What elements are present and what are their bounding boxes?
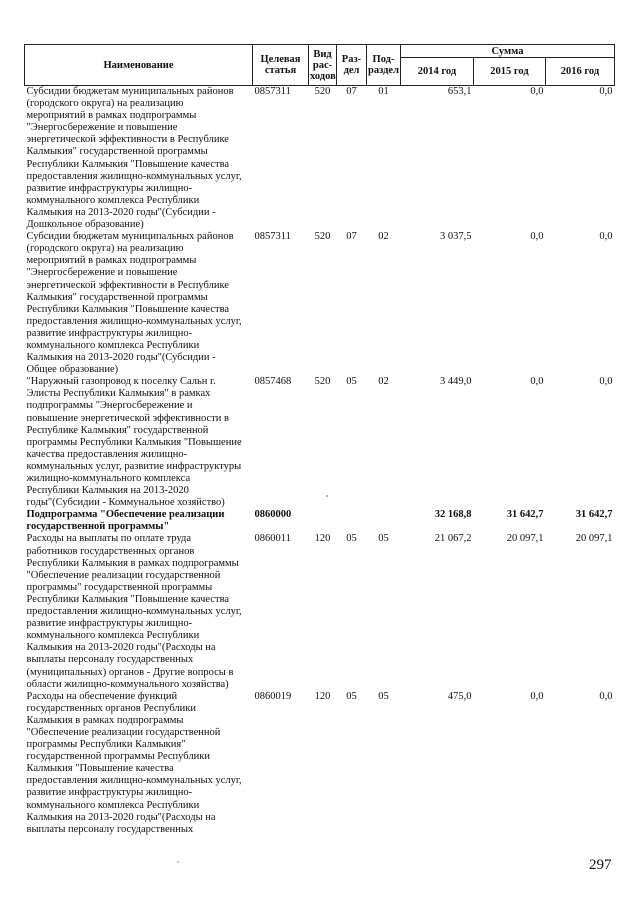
- row-name: "Наружный газопровод к поселку Сальн г. Элисты Республики Калмыкия" в рамках подпрограммы "Энергосбережение и повышение энергетической эффективности в Республике Калмыкия" государственной программы Республики Калмыкия "Повышение качества предоставления жилищно- коммунальных услуг, развитие инфраструктуры жилищно-коммунального комплекса Республики Калмыкия на 2013-2020 годы"(Субсидии - Коммунальное хозяйство): [26, 376, 242, 509]
- row-expense-type: 120: [314, 690, 331, 702]
- row-target-article: 0857311: [254, 231, 291, 243]
- header-target-article: Целевая статья: [253, 45, 309, 86]
- row-target-article: 0857468: [254, 376, 292, 388]
- row-name: Расходы на обеспечение функций государственных органов Республики Калмыкия в рамках подпрограммы "Обеспечение реализации государственной программы Республики Калмыкия" государственной программы Республики Калмыкия "Повышение качества предоставления жилищно-коммунальных услуг, развитие инфраструктуры жилищно- коммунального комплекса Республики Калмыкия на 2013-2020 годы"(Расходы на выплаты персоналу государственных: [26, 690, 242, 835]
- row-sum-2014: 21 067,2: [434, 533, 472, 545]
- row-sum-2016: 20 097,1: [575, 533, 613, 545]
- row-sum-2015: 0,0: [530, 86, 544, 97]
- row-sum-2014: 475,0: [447, 690, 472, 702]
- row-subsection: 01: [378, 86, 389, 97]
- row-sum-2016: 31 642,7: [575, 509, 613, 521]
- scan-speck: [326, 495, 328, 497]
- row-target-article: 0860019: [254, 690, 292, 702]
- row-section: 07: [346, 231, 357, 243]
- row-expense-type: 520: [314, 231, 331, 243]
- row-sum-2014: 3 449,0: [440, 376, 472, 388]
- row-sum-2014: 32 168,8: [434, 509, 472, 521]
- row-target-article: 0860011: [254, 533, 291, 545]
- row-section: 05: [346, 690, 357, 702]
- header-subsection: Под-раздел: [367, 45, 401, 86]
- row-expense-type: 520: [314, 86, 331, 97]
- row-sum-2016: 0,0: [599, 376, 613, 388]
- row-expense-type: 520: [314, 376, 331, 388]
- row-subsection: 02: [378, 231, 389, 243]
- row-sum-2015: 20 097,1: [506, 533, 544, 545]
- row-sum-2015: 0,0: [530, 231, 544, 243]
- row-subsection: 05: [378, 533, 389, 545]
- row-section: 05: [346, 376, 357, 388]
- header-year-2015: 2015 год: [474, 58, 546, 86]
- header-year-2014: 2014 год: [401, 58, 474, 86]
- header-name: Наименование: [25, 45, 253, 86]
- row-sum-2015: 0,0: [530, 690, 544, 702]
- row-name: Субсидии бюджетам муниципальных районов (городского округа) на реализацию мероприятий в рамках подпрограммы "Энергосбережение и повышение энергетической эффективности в Республике Калмыкия" государственной программы Республики Калмыкия "Повышение качества предоставления жилищно-коммунальных услуг, развитие инфраструктуры жилищно- коммунального комплекса Республики Калмыкия на 2013-2020 годы"(Субсидии - Общее образование): [26, 231, 242, 376]
- header-year-2016: 2016 год: [546, 58, 615, 86]
- row-target-article: 0860000: [254, 509, 292, 521]
- row-sum-2016: 0,0: [599, 690, 613, 702]
- header-section: Раз-дел: [337, 45, 367, 86]
- row-subsection: 05: [378, 690, 389, 702]
- row-name: Субсидии бюджетам муниципальных районов (городского округа) на реализацию мероприятий в рамках подпрограммы "Энергосбережение и повышение энергетической эффективности в Республике Калмыкия" государственной программы Республики Калмыкия "Повышение качества предоставления жилищно-коммунальных услуг, развитие инфраструктуры жилищно- коммунального комплекса Республики Калмыкия на 2013-2020 годы"(Субсидии - Дошкольное образование): [26, 86, 242, 231]
- row-section: 05: [346, 533, 357, 545]
- row-target-article: 0857311: [254, 86, 291, 97]
- row-name: Расходы на выплаты по оплате труда работников государственных органов Республики Калмыкия в рамках подпрограммы "Обеспечение реализации государственной программы" государственной программы Республики Калмыкия "Повышение качества предоставления жилищно-коммунальных услуг, развитие инфраструктуры жилищно- коммунального комплекса Республики Калмыкия на 2013-2020 годы"(Расходы на выплаты персоналу государственных (муниципальных) органов - Другие вопросы в области жилищно-коммунального хозяйства): [26, 533, 242, 690]
- row-section: 07: [346, 86, 357, 97]
- header-expense-type: Вид рас-ходов: [309, 45, 337, 86]
- row-sum-2014: 653,1: [447, 86, 472, 97]
- scan-speck: [177, 861, 178, 862]
- row-sum-2016: 0,0: [599, 86, 613, 97]
- header-sum: Сумма: [401, 45, 615, 58]
- row-subsection: 02: [378, 376, 389, 388]
- row-sum-2014: 3 037,5: [440, 231, 472, 243]
- row-sum-2015: 31 642,7: [506, 509, 544, 521]
- page-number: 297: [589, 857, 612, 873]
- row-expense-type: 120: [314, 533, 331, 545]
- row-name: Подпрограмма "Обеспечение реализации государственной программы": [26, 509, 225, 533]
- row-sum-2016: 0,0: [599, 231, 613, 243]
- row-sum-2015: 0,0: [530, 376, 544, 388]
